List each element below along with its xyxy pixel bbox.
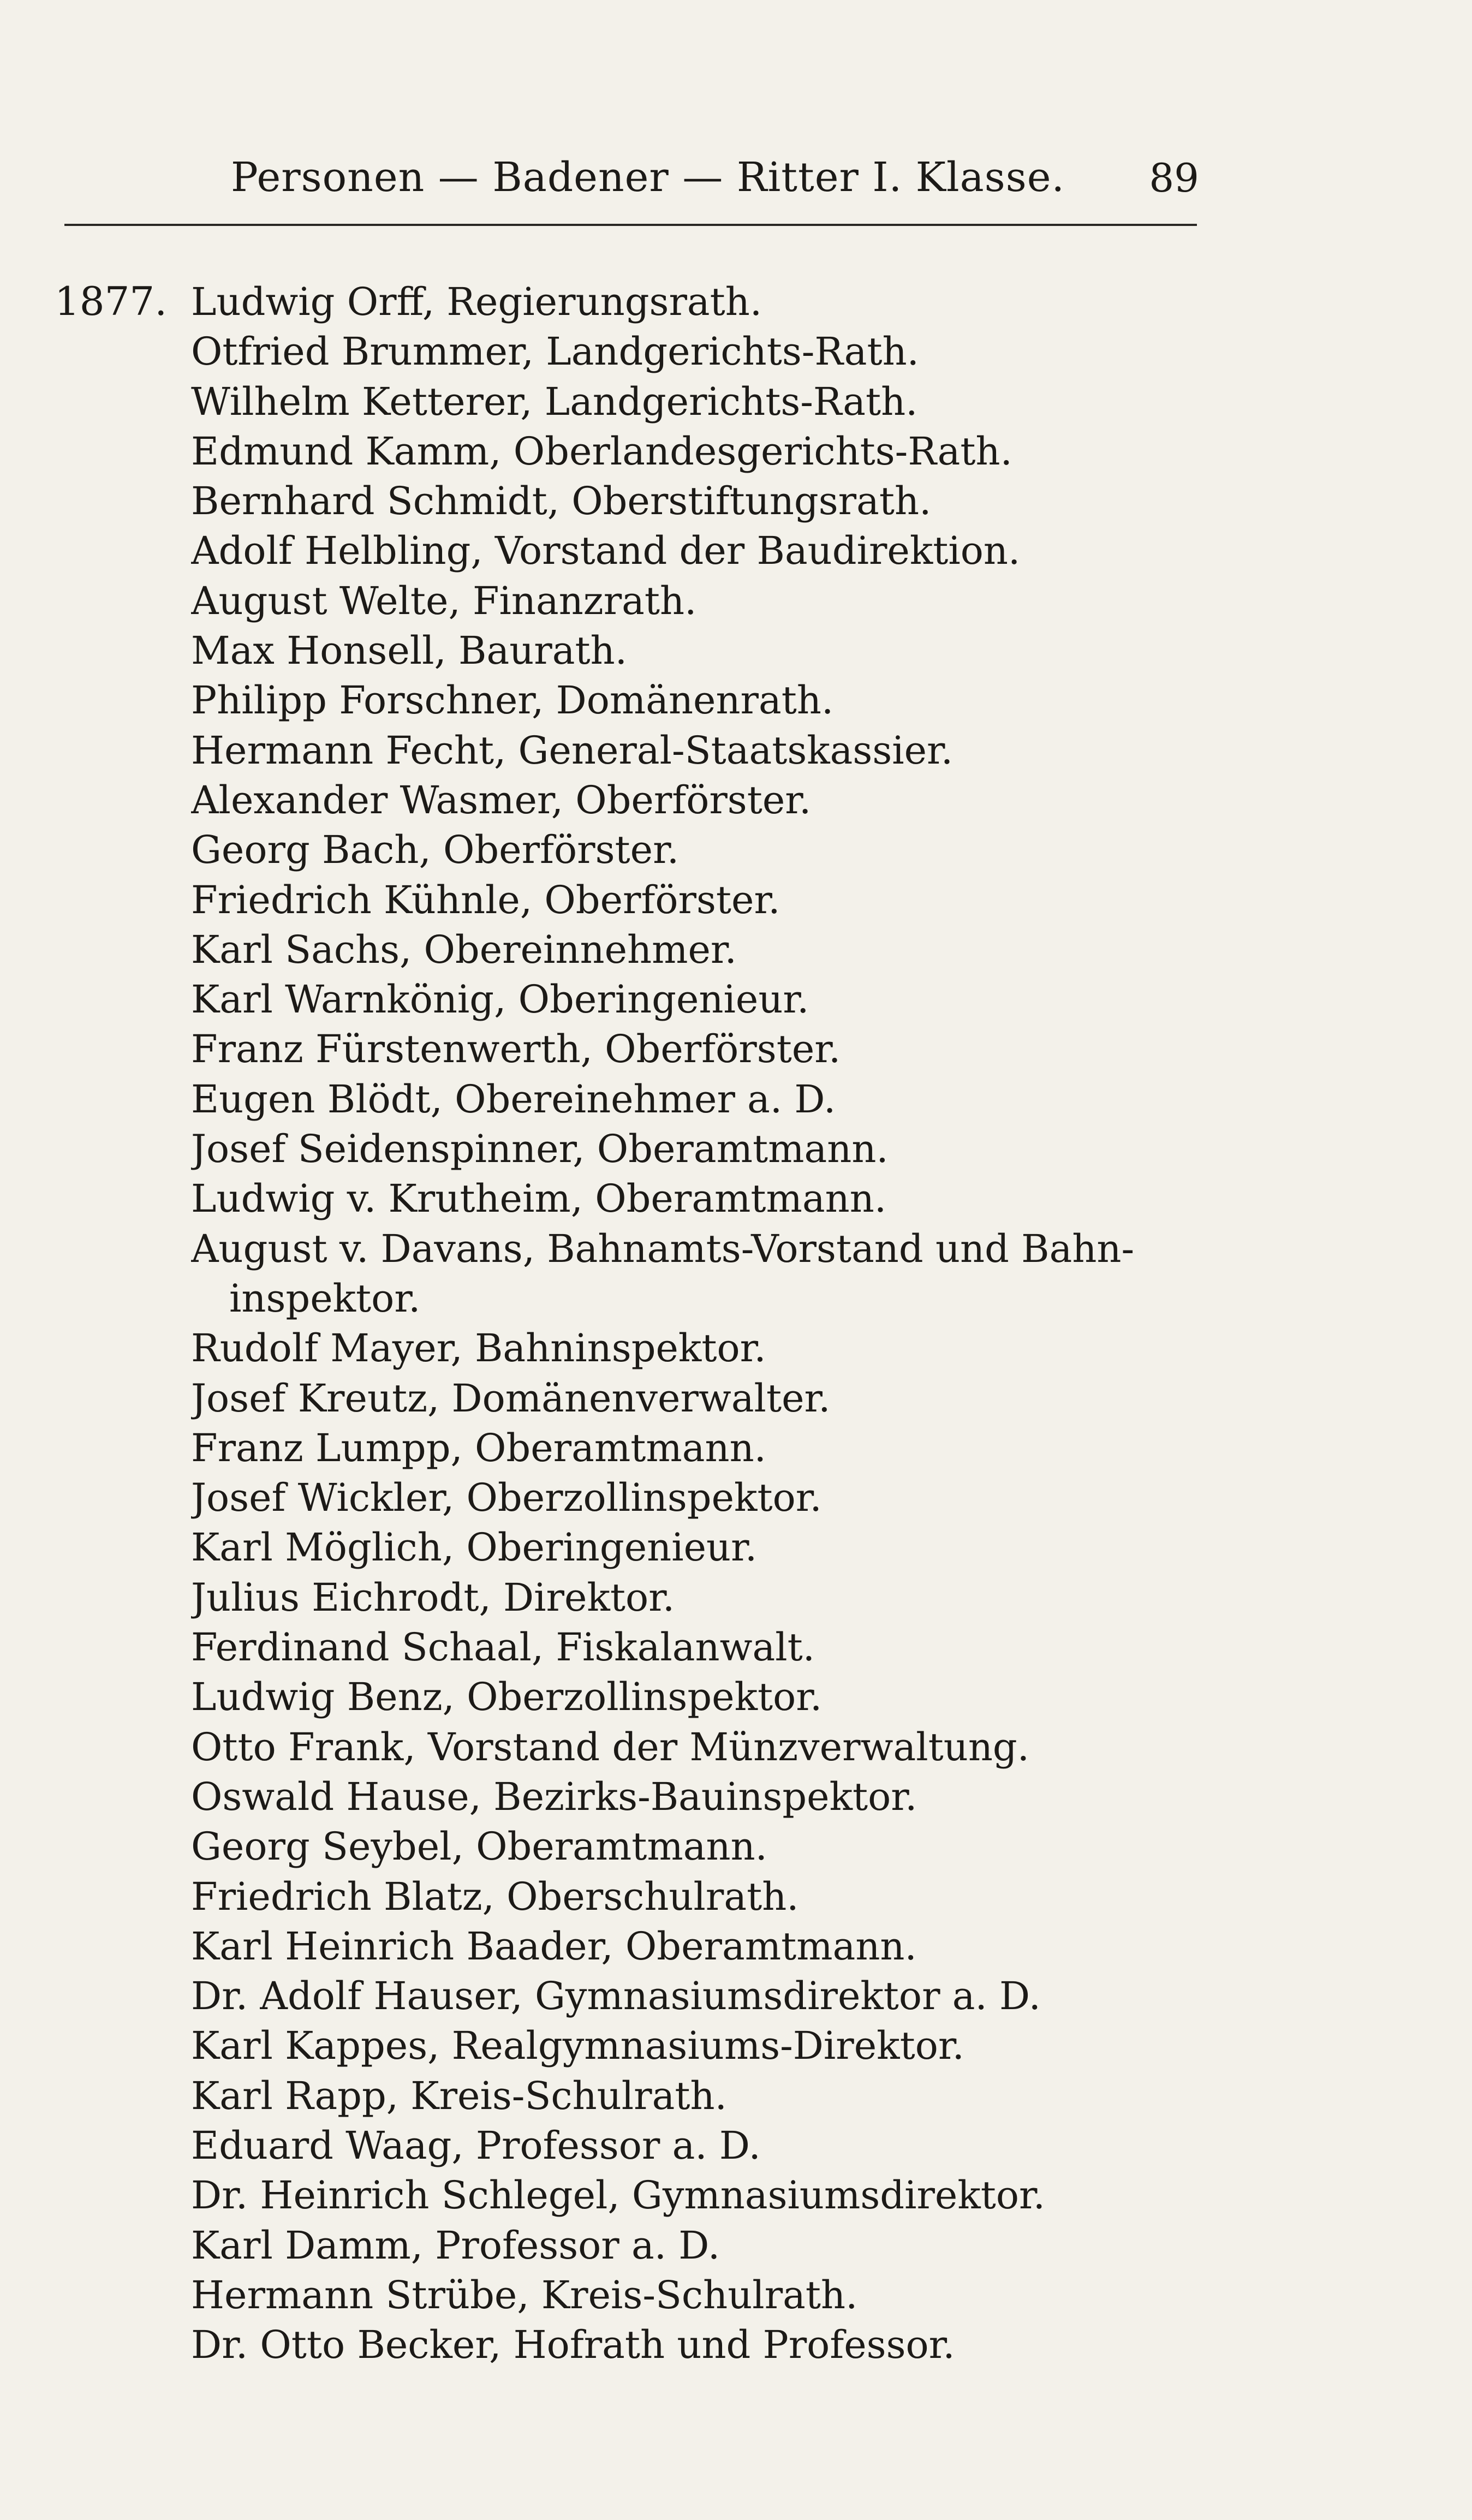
entry-title: , Baurath. [434,628,627,674]
list-item [191,1922,1228,1971]
entry-title: , Oberamtmann. [601,1923,917,1969]
entry-name: Friedrich Blatz [191,1874,482,1919]
list-item [191,1623,1228,1672]
list-item [191,726,1228,776]
entry-name: Ludwig v. Krutheim [191,1176,571,1222]
entry-name: Ludwig Benz [191,1675,443,1720]
list-item [191,1473,1228,1523]
entry-name: August v. Davans [191,1226,523,1271]
list-item [191,1224,1228,1274]
list-item [191,875,1228,925]
entry-title: , Oberamtmann. [451,1824,767,1869]
list-item [191,1573,1228,1623]
list-item [191,1075,1228,1124]
entry-title: , Oberförster. [580,1027,841,1072]
list-item [191,825,1228,875]
entry-title: , Oberlandesgerichts-Rath. [489,428,1012,474]
list-item [191,1024,1228,1074]
entry-name: August Welte [191,578,449,623]
entry-title: , Professor a. D. [410,2223,720,2268]
entry-name: Dr. Heinrich Schlegel [191,2173,608,2218]
page-header-title: Personen — Badener — Ritter I. Klasse. [231,154,1065,201]
entry-title: , Oberingenieur. [442,1525,758,1570]
list-item [191,1174,1228,1224]
list-item [191,277,1228,327]
entry-title: , Professor a. D. [451,2123,761,2168]
entry-name: Josef Kreutz [191,1375,427,1421]
entry-title: , Vorstand der Baudirektion. [470,528,1021,574]
list-item [191,1772,1228,1822]
list-item [191,1423,1228,1473]
list-item [191,1723,1228,1772]
entry-name: Bernhard Schmidt [191,479,547,524]
entry-title: , Direktor. [479,1575,675,1620]
list-item [191,427,1228,476]
entry-name: Otto Frank [191,1724,404,1770]
list-item [191,925,1228,975]
entry-name: Karl Damm [191,2223,411,2268]
entry-name: Karl Rapp [191,2073,386,2118]
entry-name: Franz Lumpp [191,1425,451,1470]
entry-title: , Oberamtmann. [450,1425,766,1470]
entry-name: Max Honsell [191,628,434,674]
entry-title: , Oberingenieur. [494,977,809,1022]
entry-name: Georg Bach [191,827,419,873]
list-item [191,975,1228,1024]
entry-title: , Realgymnasiums-Direktor. [427,2023,964,2069]
entry-name: Friedrich Kühnle [191,877,520,922]
list-item [191,1124,1228,1174]
page-number: 89 [1149,155,1199,201]
list-item [191,526,1228,576]
entry-title: , Vorstand der Münzverwaltung. [403,1724,1029,1770]
entry-title: , Obereinehmer a. D. [430,1076,836,1122]
entry-name: Franz Fürstenwerth [191,1027,581,1072]
entry-title: , Oberzollinspektor. [442,1475,822,1521]
list-item [191,1274,1228,1324]
entry-title: , Oberzollinspektor. [442,1675,823,1720]
list-item [191,2121,1228,2171]
entry-name: Karl Sachs [191,927,400,972]
entry-name: Josef Wickler [191,1475,443,1521]
year-label: 1877. [55,278,168,324]
entry-title: , General-Staatskassier. [494,728,953,773]
entry-title: , Oberstiftungsrath. [547,479,932,524]
entry-title: , Oberschulrath. [482,1874,799,1919]
entry-title: , Kreis-Schulrath. [386,2073,727,2118]
entry-title: , Gymnasiumsdirektor. [607,2173,1046,2218]
list-item [191,327,1228,377]
entry-name: Karl Warnkönig [191,977,494,1022]
entry-title: , Bezirks-Bauinspektor. [469,1774,917,1819]
entry-name: Karl Kappes [191,2023,428,2069]
list-item [191,2171,1228,2220]
list-item [191,1971,1228,2021]
entry-name: Ferdinand Schaal [191,1625,532,1670]
entry-continuation: inspektor. [229,1276,421,1321]
entry-title: , Oberförster. [551,777,812,823]
entry-name: Edmund Kamm [191,428,490,474]
list-item [191,377,1228,427]
list-item [191,476,1228,526]
list-item [191,1374,1228,1423]
entry-name: Ludwig Orff [191,279,422,324]
entry-name: Rudolf Mayer [191,1326,451,1371]
entry-title: , Domänenverwalter. [427,1375,831,1421]
list-item [191,1872,1228,1922]
list-item [191,776,1228,825]
header-rule [64,224,1197,226]
list-item [191,576,1228,626]
entry-title: , Landgerichts-Rath. [520,379,918,424]
entry-list [191,277,1228,2370]
entry-name: Georg Seybel [191,1824,452,1869]
list-item [191,1672,1228,1722]
entry-title: , Bahnamts-Vorstand und Bahn- [522,1226,1135,1271]
entry-name: Dr. Adolf Hauser [191,1974,511,2019]
list-item [191,2320,1228,2370]
list-item [191,1324,1228,1373]
entry-name: Eduard Waag [191,2123,452,2168]
list-item [191,2271,1228,2320]
entry-title: , Landgerichts-Rath. [521,329,919,374]
list-item [191,1822,1228,1872]
entry-title: , Fiskalanwalt. [531,1625,815,1670]
entry-name: Oswald Hause [191,1774,469,1819]
list-item [191,1523,1228,1572]
entry-name: Wilhelm Ketterer [191,379,521,424]
list-item [191,2021,1228,2071]
entry-name: Karl Möglich [191,1525,442,1570]
entry-name: Julius Eichrodt [191,1575,479,1620]
entry-title: , Bahninspektor. [450,1326,766,1371]
entry-title: , Hofrath und Professor. [489,2322,955,2368]
entry-title: , Oberförster. [520,877,780,922]
entry-name: Otfried Brummer [191,329,522,374]
running-head [64,148,1197,205]
entry-name: Karl Heinrich Baader [191,1923,601,1969]
entry-title: , Gymnasiumsdirektor a. D. [510,1974,1041,2019]
entry-name: Alexander Wasmer [191,777,551,823]
entry-name: Josef Seidenspinner [191,1127,573,1172]
entry-title: , Kreis-Schulrath. [517,2272,858,2318]
list-item [191,2221,1228,2271]
entry-name: Hermann Strübe [191,2272,517,2318]
entry-name: Philipp Forschner [191,678,532,723]
entry-title: , Oberamtmann. [573,1127,889,1172]
entry-title: , Oberförster. [419,827,680,873]
entry-name: Hermann Fecht [191,728,494,773]
list-item [191,2071,1228,2121]
entry-name: Adolf Helbling [191,528,471,574]
list-item [191,676,1228,725]
entry-name: Dr. Otto Becker [191,2322,490,2368]
entry-title: , Domänenrath. [532,678,834,723]
entry-title: , Oberamtmann. [570,1176,887,1222]
list-item [191,626,1228,676]
entry-title: , Finanzrath. [448,578,697,623]
entry-title: , Obereinnehmer. [400,927,737,972]
entry-name: Eugen Blödt [191,1076,431,1122]
entry-title: , Regierungsrath. [422,279,762,324]
